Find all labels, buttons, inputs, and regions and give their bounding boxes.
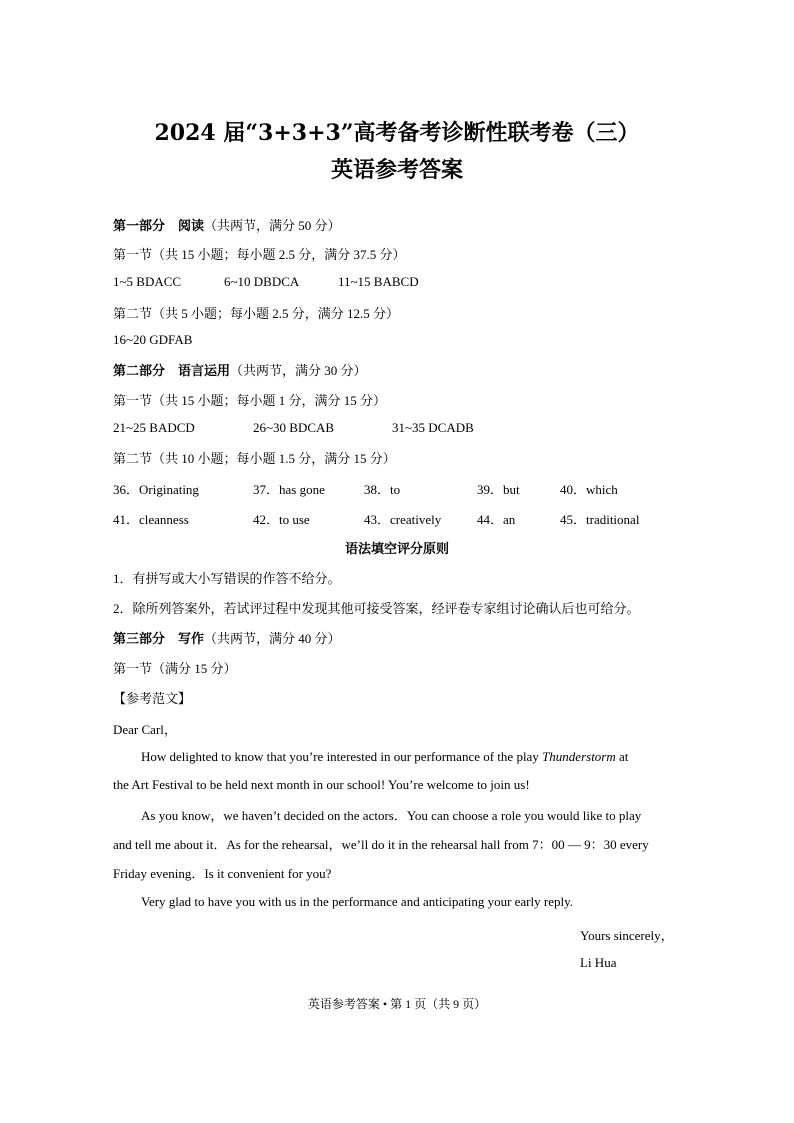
letter-text: and tell me about it．As for the rehearsal，we’ll do it in the rehearsal hall from 7：00 — 9：30 every — [113, 837, 649, 852]
answer-item: 40．which — [560, 482, 618, 497]
letter-text: As you know，we haven’t decided on the actors．You can choose a role you would like to play — [141, 808, 642, 823]
grammar-rule: 2．除所列答案外，若试评过程中发现其他可接受答案，经评卷专家组讨论确认后也可给分。 — [113, 601, 640, 616]
letter-text: at — [615, 749, 629, 764]
grammar-rules-title: 语法填空评分原则 — [344, 542, 449, 557]
answer-group: 1~5 BDACC — [113, 274, 182, 289]
grammar-rule: 1．有拼写或大小写错误的作答不给分。 — [113, 571, 341, 586]
part2-heading-label: 第二部分 语言运用 — [113, 364, 231, 379]
answer-group: 26~30 BDCAB — [253, 420, 335, 435]
play-title: Thunderstorm — [542, 749, 616, 764]
part1-section2: 第二节（共 5 小题；每小题 2.5 分，满分 12.5 分） — [113, 306, 400, 321]
part1-heading — [113, 215, 341, 234]
letter-text: the Art Festival to be held next month in our school! You’re welcome to join us! — [113, 777, 530, 792]
part2-section1: 第一节（共 15 小题；每小题 1 分，满分 15 分） — [113, 393, 387, 408]
part1-section1: 第一节（共 15 小题；每小题 2.5 分，满分 37.5 分） — [113, 247, 406, 262]
page-footer: 英语参考答案 • 第 1 页（共 9 页） — [307, 997, 487, 1011]
letter-signature: Li Hua — [580, 955, 617, 970]
reference-essay-label: 【参考范文】 — [113, 691, 192, 706]
letter-text: How delighted to know that you’re interested in our performance of the play — [141, 749, 543, 764]
answer-item: 41．cleanness — [113, 512, 189, 527]
part2-section2: 第二节（共 10 小题；每小题 1.5 分，满分 15 分） — [113, 451, 396, 466]
answer-group: 16~20 GDFAB — [113, 332, 193, 347]
letter-paragraph — [141, 749, 709, 765]
exam-title: 2024 届“3+3+3”高考备考诊断性联考卷（三） — [154, 120, 640, 146]
answer-group: 31~35 DCADB — [392, 420, 474, 435]
answer-group: 11~15 BABCD — [338, 274, 419, 289]
letter-text: Friday evening．Is it convenient for you? — [113, 866, 332, 881]
part1-heading-label: 第一部分 阅读 — [113, 219, 205, 234]
answer-item: 39．but — [477, 482, 520, 497]
answer-item: 37．has gone — [253, 482, 325, 497]
part3-section1: 第一节（满分 15 分） — [113, 661, 237, 676]
answer-item: 42．to use — [253, 512, 310, 527]
answer-item: 45．traditional — [560, 512, 640, 527]
answer-item: 36．Originating — [113, 482, 199, 497]
part1-heading-note: （共两节，满分 50 分） — [204, 218, 341, 233]
exam-subtitle: 英语参考答案 — [330, 157, 463, 183]
part3-heading — [113, 628, 341, 647]
answer-item: 44．an — [477, 512, 516, 527]
letter-greeting: Dear Carl， — [113, 722, 177, 737]
part2-heading-note: （共两节，满分 30 分） — [230, 363, 367, 378]
answer-item: 38．to — [364, 482, 401, 497]
answer-group: 21~25 BADCD — [113, 420, 195, 435]
letter-text: Very glad to have you with us in the performance and anticipating your early reply. — [141, 894, 573, 909]
part2-heading — [113, 360, 367, 379]
part3-heading-note: （共两节，满分 40 分） — [204, 631, 341, 646]
part3-heading-label: 第三部分 写作 — [113, 632, 205, 647]
letter-closing: Yours sincerely， — [580, 928, 674, 943]
answer-group: 6~10 DBDCA — [224, 274, 300, 289]
answer-item: 43．creatively — [364, 512, 442, 527]
